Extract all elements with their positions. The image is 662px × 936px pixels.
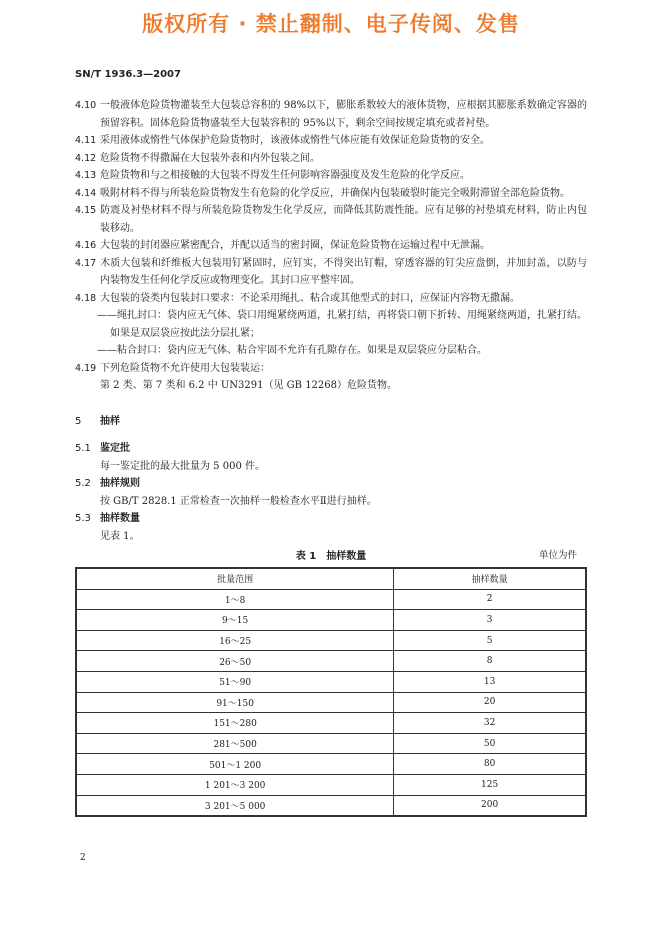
section-5-3-text: 见表 1。 bbox=[100, 530, 140, 542]
clause-paragraph bbox=[75, 132, 587, 150]
table-row bbox=[76, 774, 586, 795]
cell-batch-range: 281～500 bbox=[76, 733, 394, 754]
section-5-1-heading: 5.1 鉴定批 bbox=[75, 443, 130, 454]
dash-list-item: ——绳扎封口：袋内应无气体、袋口用绳紧绕两道，扎紧打结，再将袋口朝下折转、用绳紧绕两道，扎紧打结。如果是双层袋应按此法分层扎紧； bbox=[97, 310, 587, 339]
clause-text: 采用液体或惰性气体保护危险货物时，该液体或惰性气体应能有效保证危险货物的安全。 bbox=[100, 135, 490, 146]
section-5-heading: 5 抽样 bbox=[75, 415, 120, 427]
cell-sample-size: 13 bbox=[394, 671, 586, 692]
clause-text: 木质大包装和纤维板大包装用钉紧固时，应钉实，不得突出钉帽，穿透容器的钉尖应盘倒，并加封盖，以防与内装物发生任何化学反应或物理变化。其封口应平整牢固。 bbox=[100, 257, 587, 286]
header-batch-range: 批量范围 bbox=[76, 568, 394, 589]
clause-text: 大包装的封闭器应紧密配合，并配以适当的密封圈，保证危险货物在运输过程中无泄漏。 bbox=[100, 240, 490, 251]
table-caption-row bbox=[75, 547, 587, 565]
cell-sample-size: 32 bbox=[394, 713, 586, 734]
page-number: 2 bbox=[80, 853, 86, 863]
dash-list-item: ——粘合封口：袋内应无气体、粘合牢固不允许有孔隙存在。如果是双层袋应分层粘合。 bbox=[97, 345, 487, 356]
cell-sample-size: 200 bbox=[394, 795, 586, 816]
clause-paragraph bbox=[75, 255, 587, 290]
clause-number: 4.15 bbox=[75, 205, 97, 216]
clause-paragraph bbox=[75, 97, 587, 132]
table-row bbox=[76, 754, 586, 775]
clause-paragraph bbox=[75, 167, 587, 185]
table-row bbox=[76, 651, 586, 672]
cell-sample-size: 8 bbox=[394, 651, 586, 672]
cell-batch-range: 9～15 bbox=[76, 610, 394, 631]
clause-number: 4.19 bbox=[75, 362, 97, 374]
clause-text: 危险货物和与之相接触的大包装不得发生任何影响容器强度及发生危险的化学反应。 bbox=[100, 170, 470, 181]
cell-batch-range: 151～280 bbox=[76, 713, 394, 734]
clause-text: 防震及衬垫材料不得与所装危险货物发生化学反应，而降低其防震性能。应有足够的衬垫填充材料，防止内包装移动。 bbox=[100, 205, 587, 234]
table-row bbox=[76, 713, 586, 734]
table-unit: 单位为件 bbox=[538, 550, 577, 561]
cell-batch-range: 501～1 200 bbox=[76, 754, 394, 775]
clause-number: 4.10 bbox=[75, 100, 97, 111]
clause-text: 吸附材料不得与所装危险货物发生有危险的化学反应，并确保内包装破裂时能完全吸附滞留全部危险货物。 bbox=[100, 187, 570, 199]
table-title: 表 1 抽样数量 bbox=[295, 551, 367, 562]
clause-number: 4.18 bbox=[75, 292, 97, 304]
clause-paragraph bbox=[75, 150, 587, 168]
sampling-table bbox=[75, 567, 587, 817]
sealing-methods-list bbox=[75, 307, 587, 360]
table-row bbox=[76, 610, 586, 631]
table-row bbox=[76, 733, 586, 754]
section-5-3-heading: 5.3 抽样数量 bbox=[75, 513, 140, 524]
cell-sample-size: 50 bbox=[394, 733, 586, 754]
cell-sample-size: 20 bbox=[394, 692, 586, 713]
clause-paragraph bbox=[75, 237, 587, 255]
table-row bbox=[76, 795, 586, 816]
clause-text: 一般液体危险货物灌装至大包装总容积的 98%以下，膨胀系数较大的液体货物，应根据其膨胀系数确定容器的预留容积。固体危险货物盛装至大包装容积的 95%以下，剩余空间按规定填充或者衬垫。 bbox=[100, 100, 587, 129]
clause-text: 下列危险货物不允许使用大包装装运： bbox=[100, 362, 270, 374]
section-5-1-text: 每一鉴定批的最大批量为 5 000 件。 bbox=[100, 460, 265, 472]
table-header-row bbox=[76, 568, 586, 589]
document-body bbox=[75, 97, 587, 817]
clause-text: 大包装的袋类内包装封口要求：不论采用绳扎、粘合或其他型式的封口，应保证内容物无撒漏。 bbox=[100, 292, 520, 304]
section-5-2-text: 按 GB/T 2828.1 正常检查一次抽样一般检查水平Ⅱ进行抽样。 bbox=[100, 495, 377, 507]
clause-text: 危险货物不得撒漏在大包装外表和内外包装之间。 bbox=[100, 152, 320, 164]
cell-batch-range: 1 201～3 200 bbox=[76, 774, 394, 795]
header-sample-size: 抽样数量 bbox=[394, 568, 586, 589]
cell-batch-range: 91～150 bbox=[76, 692, 394, 713]
clause-4-19-detail: 第 2 类、第 7 类和 6.2 中 UN3291（见 GB 12268）危险货物。 bbox=[100, 380, 398, 391]
cell-sample-size: 5 bbox=[394, 630, 586, 651]
table-row bbox=[76, 671, 586, 692]
clause-number: 4.16 bbox=[75, 240, 97, 251]
cell-sample-size: 125 bbox=[394, 774, 586, 795]
table-body bbox=[76, 589, 586, 816]
table-row bbox=[76, 692, 586, 713]
cell-batch-range: 16～25 bbox=[76, 630, 394, 651]
standard-code: SN/T 1936.3—2007 bbox=[75, 69, 181, 80]
cell-sample-size: 80 bbox=[394, 754, 586, 775]
clauses-4-10-to-4-18 bbox=[75, 97, 587, 307]
clause-paragraph bbox=[75, 202, 587, 237]
clause-number: 4.12 bbox=[75, 152, 97, 164]
clause-paragraph bbox=[75, 290, 587, 308]
table-row bbox=[76, 589, 586, 610]
clause-number: 4.13 bbox=[75, 170, 97, 181]
section-5-2-heading: 5.2 抽样规则 bbox=[75, 478, 140, 489]
clause-4-19 bbox=[75, 360, 587, 378]
cell-batch-range: 26～50 bbox=[76, 651, 394, 672]
clause-number: 4.17 bbox=[75, 257, 97, 269]
watermark-banner: 版权所有 · 禁止翻制、电子传阅、发售 bbox=[142, 12, 520, 36]
cell-sample-size: 2 bbox=[394, 589, 586, 610]
cell-batch-range: 51～90 bbox=[76, 671, 394, 692]
cell-batch-range: 1～8 bbox=[76, 589, 394, 610]
cell-batch-range: 3 201～5 000 bbox=[76, 795, 394, 816]
cell-sample-size: 3 bbox=[394, 610, 586, 631]
table-row bbox=[76, 630, 586, 651]
clause-paragraph bbox=[75, 185, 587, 203]
clause-number: 4.11 bbox=[75, 135, 97, 146]
clause-number: 4.14 bbox=[75, 187, 97, 199]
